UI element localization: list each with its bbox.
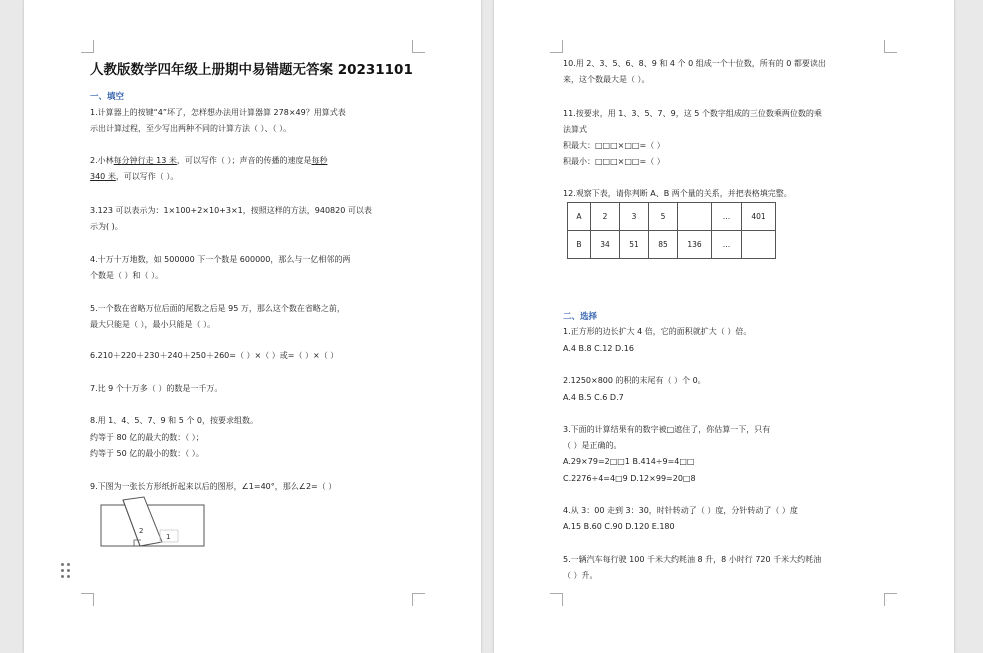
table-cell[interactable]: 51 <box>620 231 649 259</box>
section-heading-choice[interactable]: 二、选择 <box>563 312 598 322</box>
question-6[interactable]: 6.210＋220＋230＋240＋250＋260=（ ）×（ ）或=（ ）×（ ） <box>90 351 339 360</box>
question-11-line-3[interactable]: 积最大：□□□×□□=（ ） <box>563 141 665 150</box>
table-cell[interactable]: 5 <box>649 203 678 231</box>
observation-table[interactable] <box>567 202 776 259</box>
table-cell[interactable]: … <box>712 231 742 259</box>
choice-3-line-1[interactable]: 3.下面的计算结果有的数字被□遮住了，你估算一下，只有 <box>563 425 771 434</box>
table-cell[interactable]: A <box>568 203 591 231</box>
table-cell[interactable]: 3 <box>620 203 649 231</box>
margin-mark-top-right <box>412 40 425 53</box>
question-2-underline-c: 340 米 <box>90 172 116 181</box>
margin-mark-top-left <box>550 40 563 53</box>
question-2-underline-a: 每分钟行走 13 米 <box>113 156 177 165</box>
document-page-1 <box>24 0 481 653</box>
choice-1-options[interactable]: A.4 B.8 C.12 D.16 <box>563 344 634 353</box>
margin-mark-bottom-right <box>412 593 425 606</box>
question-9[interactable]: 9.下图为一张长方形纸折起来以后的图形，∠1=40°，那么∠2=（ ） <box>90 482 337 491</box>
margin-mark-top-right <box>884 40 897 53</box>
question-2-text-c: ，可以写作（ ）。 <box>115 172 179 181</box>
question-2-line-1[interactable] <box>90 153 327 169</box>
question-8-line-2[interactable]: 约等于 80 亿的最大的数：（ ）； <box>90 433 204 442</box>
question-8-line-1[interactable]: 8.用 1、4、5、7、9 和 5 个 0，按要求组数。 <box>90 416 258 425</box>
question-4-line-2[interactable]: 个数是（ ）和（ ）。 <box>90 271 164 280</box>
choice-3-line-2[interactable]: （ ）是正确的。 <box>563 441 622 450</box>
table-cell[interactable] <box>678 203 712 231</box>
section-heading-fill-blank[interactable]: 一、填空 <box>90 92 125 102</box>
question-8-line-3[interactable]: 约等于 50 亿的最小的数：（ ）。 <box>90 449 204 458</box>
table-cell[interactable] <box>742 231 776 259</box>
table-cell[interactable]: 401 <box>742 203 776 231</box>
question-3-line-1[interactable]: 3.123 可以表示为：1×100+2×10+3×1，按照这样的方法，940820 可以表 <box>90 206 372 215</box>
question-4-line-1[interactable]: 4.十万十万地数，如 500000 下一个数是 600000，那么与一亿相邻的两 <box>90 255 351 264</box>
choice-4-options[interactable]: A.15 B.60 C.90 D.120 E.180 <box>563 522 675 531</box>
margin-mark-bottom-left <box>550 593 563 606</box>
table-cell[interactable]: 34 <box>591 231 620 259</box>
table-cell[interactable]: B <box>568 231 591 259</box>
question-11-line-2[interactable]: 法算式 <box>563 125 587 134</box>
angle-2-label: 2 <box>139 527 144 535</box>
choice-3-options-cd[interactable]: C.2276÷4=4□9 D.12×99=20□8 <box>563 474 696 483</box>
choice-2-line-1[interactable]: 2.1250×800 的积的末尾有（ ）个 0。 <box>563 376 706 385</box>
table-cell[interactable]: 85 <box>649 231 678 259</box>
question-2-line-2[interactable] <box>90 169 178 185</box>
table-cell[interactable]: 136 <box>678 231 712 259</box>
choice-1-line-1[interactable]: 1.正方形的边长扩大 4 倍，它的面积就扩大（ ）倍。 <box>563 327 752 336</box>
table-row-b <box>568 231 776 259</box>
question-2-text-a: 2.小林 <box>90 156 114 165</box>
choice-5-line-1[interactable]: 5.一辆汽车每行驶 100 千米大约耗油 8 升，8 小时行 720 千米大约耗油 <box>563 555 822 564</box>
question-2-text-b: ，可以写作（ ）；声音的传播的速度是 <box>176 156 312 165</box>
question-12[interactable]: 12.观察下表，请你判断 A、B 两个量的关系，并把表格填完整。 <box>563 189 792 198</box>
choice-2-options[interactable]: A.4 B.5 C.6 D.7 <box>563 393 624 402</box>
question-3-line-2[interactable]: 示为( )。 <box>90 222 123 231</box>
margin-mark-top-left <box>81 40 94 53</box>
question-2-underline-b: 每秒 <box>311 156 328 165</box>
table-row-a <box>568 203 776 231</box>
drag-handle-icon[interactable] <box>61 563 71 579</box>
question-10-line-1[interactable]: 10.用 2、3、5、6、8、9 和 4 个 0 组成一个十位数，所有的 0 都要读出 <box>563 59 826 68</box>
choice-4-line-1[interactable]: 4.从 3：00 走到 3：30，时针转动了（ ）度，分针转动了（ ）度 <box>563 506 798 515</box>
question-5-line-1[interactable]: 5.一个数在省略万位后面的尾数之后是 95 万，那么这个数在省略之前， <box>90 304 345 313</box>
document-page-2 <box>494 0 954 653</box>
table-cell[interactable]: 2 <box>591 203 620 231</box>
folded-rectangle-figure[interactable] <box>98 496 208 548</box>
angle-1-label: 1 <box>166 533 171 541</box>
question-11-line-1[interactable]: 11.按要求，用 1、3、5、7、9，这 5 个数字组成的三位数乘两位数的乘 <box>563 109 822 118</box>
question-7[interactable]: 7.比 9 个十万多（ ）的数是一千万。 <box>90 384 223 393</box>
margin-mark-bottom-right <box>884 593 897 606</box>
question-10-line-2[interactable]: 来，这个数最大是（ ）。 <box>563 75 650 84</box>
question-1-line-1[interactable]: 1.计算器上的按键“4”坏了，怎样想办法用计算器算 278×49？用算式表 <box>90 108 346 117</box>
choice-3-options-ab[interactable]: A.29×79=2□□1 B.414÷9=4□□ <box>563 457 695 466</box>
document-title[interactable]: 人教版数学四年级上册期中易错题无答案 20231101 <box>90 62 413 78</box>
table-cell[interactable]: … <box>712 203 742 231</box>
question-11-line-4[interactable]: 积最小：□□□×□□=（ ） <box>563 157 665 166</box>
question-1-line-2[interactable]: 示出计算过程，至少写出两种不同的计算方法（ ）、（ ）。 <box>90 124 292 133</box>
choice-5-line-2[interactable]: （ ）升。 <box>563 571 598 580</box>
margin-mark-bottom-left <box>81 593 94 606</box>
question-5-line-2[interactable]: 最大只能是（ ），最小只能是（ ）。 <box>90 320 216 329</box>
